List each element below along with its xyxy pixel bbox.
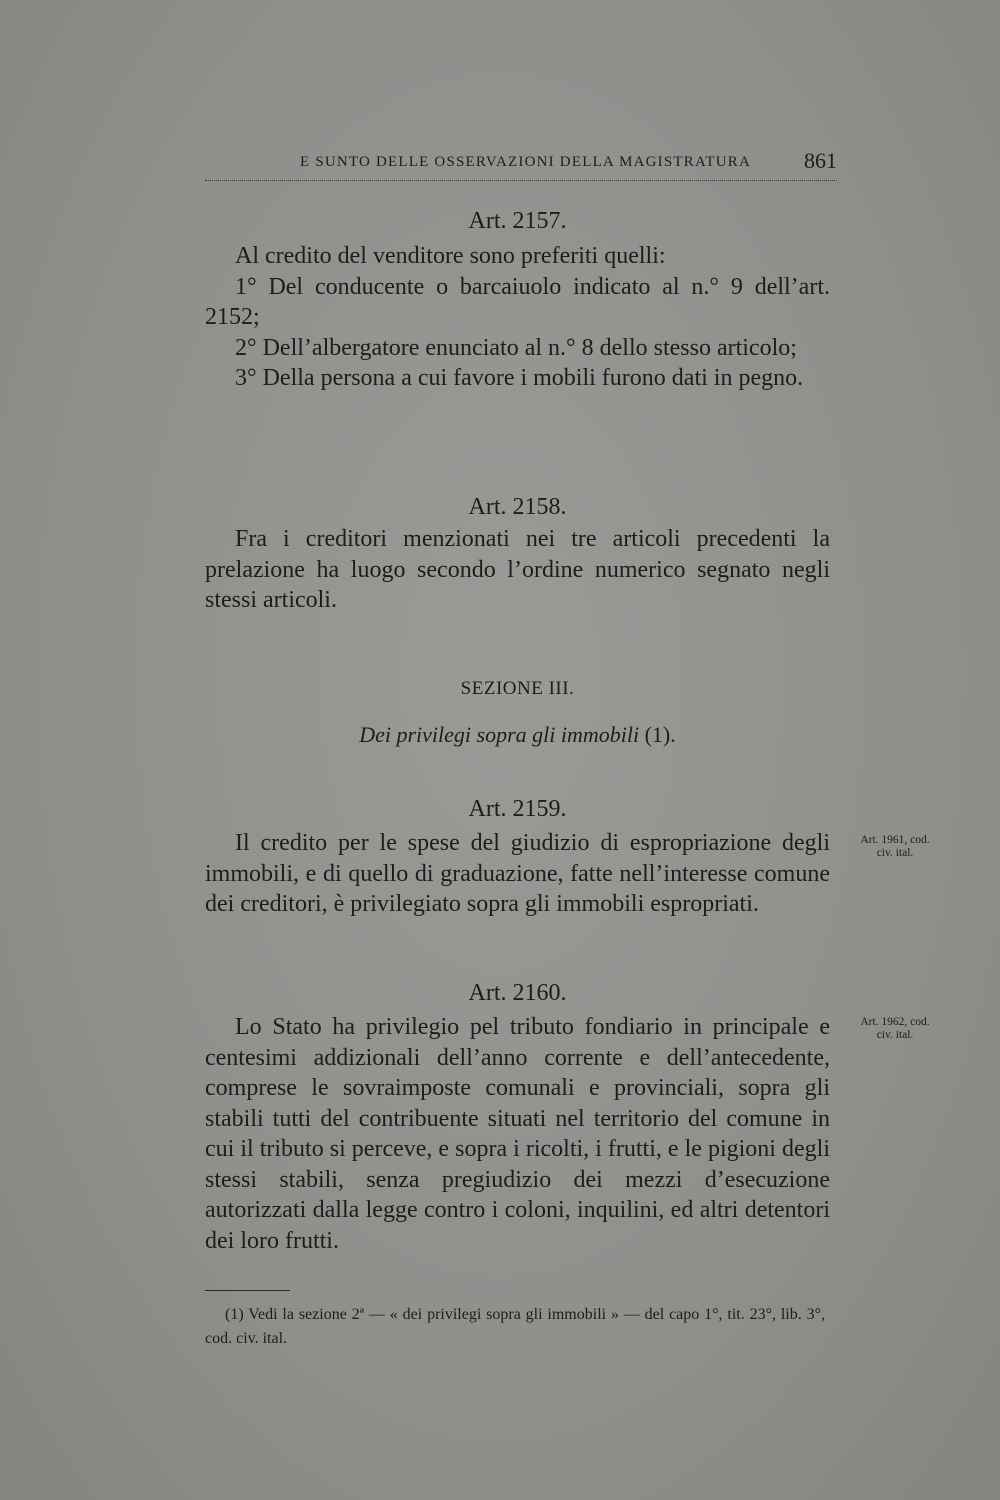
article-2160-body — [205, 1012, 830, 1256]
article-2159-body — [205, 828, 830, 920]
article-2159-title: Art. 2159. — [468, 796, 567, 822]
page-header — [205, 148, 837, 181]
article-2160-text: Lo Stato ha privilegio pel tributo fondiario in principale e centesimi addizionali dell’anno corrente e dell’antecedente, comprese le sovraimposte comunali e provinciali, sopra gli stabili tutti del contribuente situati nel territorio del comune in cui il tributo si perceve, e sopra i ricolti, i frutti, e le pigioni degli stessi stabili, senza pregiudizio dei mezzi d’esecuzione autorizzati dalla legge contro i coloni, inquilini, ed altri detentori dei loro frutti. — [205, 1014, 830, 1254]
article-2158-text: Fra i creditori menzionati nei tre articoli precedenti la prelazione ha luogo secondo l’ordine numerico segnato negli stessi articoli. — [205, 526, 830, 613]
article-2159-text: Il credito per le spese del giudizio di espropriazione degli immobili, e di quello di graduazione, fatte nell’interesse comune dei creditori, è privilegiato sopra gli immobili espropriati. — [205, 830, 830, 917]
article-2157-item-1: 1° Del conducente o barcaiuolo indicato al n.° 9 dell’art. 2152; — [205, 273, 830, 330]
running-head: E SUNTO DELLE OSSERVAZIONI DELLA MAGISTRATURA — [300, 154, 751, 170]
margin-note-line: civ. ital. — [876, 847, 914, 859]
section-subtitle — [205, 722, 830, 748]
article-2157-item-2: 2° Dell’albergatore enunciato al n.° 8 dello stesso articolo; — [235, 334, 797, 361]
article-2158-body — [205, 524, 830, 616]
footnote-reference: (1). — [644, 722, 676, 747]
footnote: (1) Vedi la sezione 2ª — « dei privilegi sopra gli immobili » — del capo 1°, tit. 23°, lib. 3°, cod. civ. ital. — [205, 1306, 825, 1347]
margin-note-line: Art. 1962, cod. — [860, 1016, 930, 1028]
article-2158-title: Art. 2158. — [468, 494, 567, 520]
margin-note-line: Art. 1961, cod. — [860, 834, 930, 846]
article-2157-intro: Al credito del venditore sono preferiti quelli: — [235, 243, 666, 269]
footnote-divider — [205, 1290, 290, 1291]
article-2157-title: Art. 2157. — [468, 208, 567, 234]
article-2159-margin-note — [840, 834, 950, 860]
section-subtitle-text: Dei privilegi sopra gli immobili — [359, 722, 640, 747]
section-title: SEZIONE III. — [460, 678, 575, 699]
article-2157-item-3: 3° Della persona a cui favore i mobili furono dati in pegno. — [235, 365, 804, 391]
article-2157-body — [205, 241, 830, 394]
article-2160-margin-note — [840, 1016, 950, 1042]
article-2160-title: Art. 2160. — [468, 980, 567, 1006]
page-number: 861 — [804, 148, 837, 173]
margin-note-line: civ. ital. — [876, 1029, 914, 1041]
